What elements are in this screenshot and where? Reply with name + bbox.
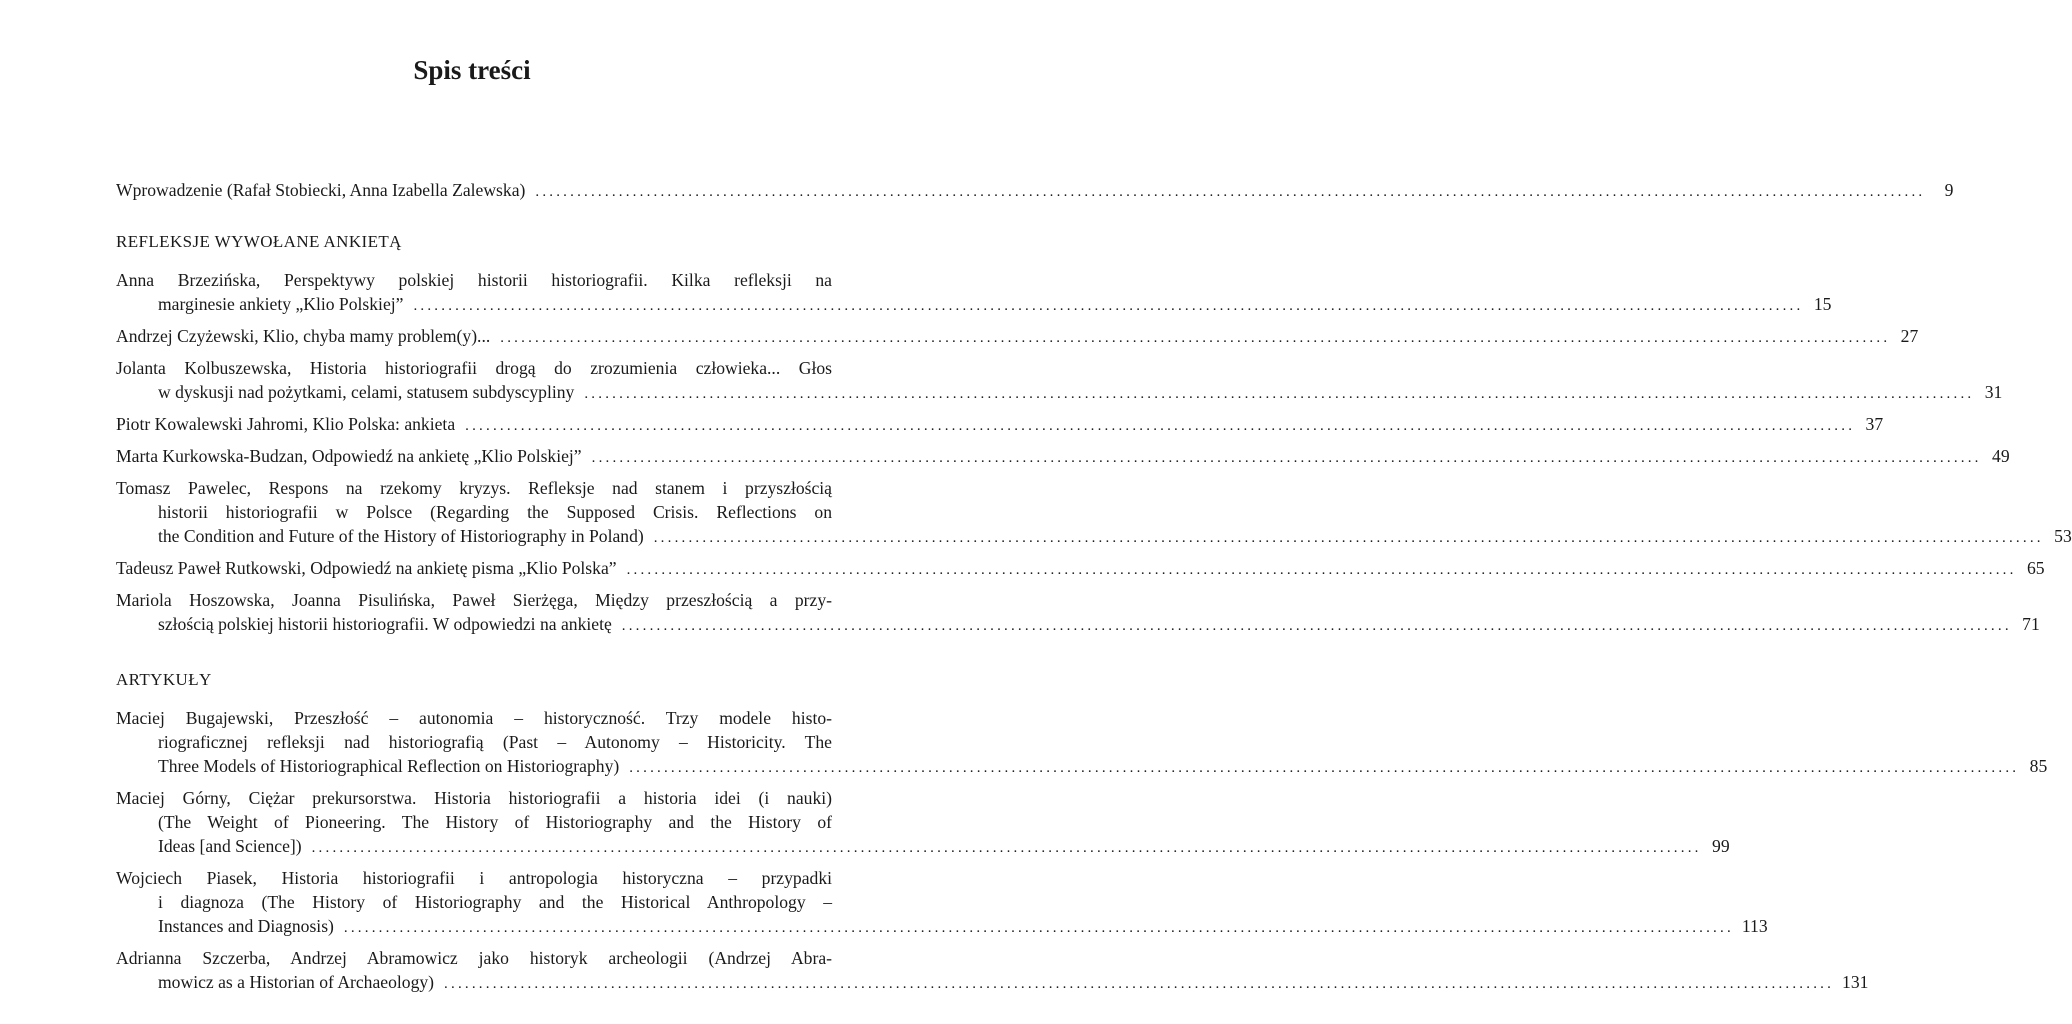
- toc-entry: [116, 476, 2072, 550]
- toc-entry: [116, 588, 2040, 638]
- toc-page-number: 71: [2022, 614, 2040, 634]
- toc-entry-line: [116, 292, 1832, 318]
- toc-page-number: 113: [1741, 916, 1768, 936]
- leader-dots: ........................................................................................................................................................................................................: [591, 450, 1982, 466]
- toc-entry: [116, 356, 2003, 406]
- toc-entry: [116, 412, 1884, 438]
- toc-entry-text: Andrzej Czyżewski, Klio, chyba mamy problem(y)...: [116, 326, 491, 346]
- toc-page-number: 65: [2026, 558, 2045, 578]
- leader-dots: ........................................................................................................................................................................................................: [465, 418, 1856, 434]
- toc-entry-text: w dyskusji nad pożytkami, celami, statusem subdyscypliny: [158, 382, 575, 402]
- toc-entry-line: [116, 356, 832, 380]
- section-heading: REFLEKSJE WYWOŁANE ANKIETĄ: [116, 232, 402, 251]
- toc-entry-line: [116, 970, 1869, 996]
- toc-entry-line: [116, 500, 832, 524]
- toc-entry-line: [116, 914, 1768, 940]
- toc-entry-line: [116, 754, 2048, 780]
- toc-entry-line: [116, 412, 1884, 438]
- toc-entry-line: [116, 730, 832, 754]
- toc-entry-line: [116, 556, 2045, 582]
- toc-page-number: 99: [1712, 836, 1730, 856]
- toc-entry-text: Piotr Kowalewski Jahromi, Klio Polska: ankieta: [116, 414, 456, 434]
- toc-page-number: 85: [2029, 756, 2048, 776]
- toc-entry-text: Wojciech Piasek, Historia historiografii i antropologia historyczna – przypadki: [116, 868, 832, 888]
- leader-dots: ........................................................................................................................................................................................................: [311, 840, 1702, 856]
- toc-entry-line: [116, 890, 832, 914]
- toc-entry-text: mowicz as a Historian of Archaeology): [158, 972, 435, 992]
- toc-entry-text: Maciej Górny, Ciężar prekursorstwa. Historia historiografii a historia idei (i nauki): [116, 788, 832, 808]
- toc-entry-intro: [116, 178, 1954, 204]
- toc-page-number: 53: [2054, 526, 2072, 546]
- leader-dots: ........................................................................................................................................................................................................: [535, 184, 1926, 200]
- toc-entry: [116, 268, 1832, 318]
- toc-entry-line: [116, 476, 832, 500]
- toc-entry: [116, 866, 1768, 940]
- toc-entry-line: [116, 588, 832, 612]
- toc-entry-line: [116, 444, 2010, 470]
- toc-entry-text: Marta Kurkowska-Budzan, Odpowiedź na ankietę „Klio Polskiej”: [116, 446, 582, 466]
- toc-page-number: 31: [1984, 382, 2003, 402]
- toc-entry-line: [116, 178, 1954, 204]
- toc-entry-text: (The Weight of Pioneering. The History of Historiography and the History of: [158, 812, 832, 832]
- toc-entry-text: Tomasz Pawelec, Respons na rzekomy kryzys. Refleksje nad stanem i przyszłością: [116, 478, 832, 498]
- toc-page-number: 9: [1944, 180, 1954, 200]
- toc-entry: [116, 946, 1869, 996]
- leader-dots: ........................................................................................................................................................................................................: [444, 976, 1835, 992]
- toc-entry-line: [116, 706, 832, 730]
- toc-entry-text: Instances and Diagnosis): [158, 916, 334, 936]
- page-title: Spis treści: [413, 55, 531, 85]
- toc-entry: [116, 706, 2048, 780]
- leader-dots: ........................................................................................................................................................................................................: [621, 618, 2012, 634]
- toc-entry-text: Anna Brzezińska, Perspektywy polskiej historii historiografii. Kilka refleksji na: [116, 270, 832, 290]
- toc-entry: [116, 556, 2045, 582]
- leader-dots: ........................................................................................................................................................................................................: [629, 760, 2020, 776]
- toc-entry-line: [116, 268, 832, 292]
- toc-entry-text: szłością polskiej historii historiografii. W odpowiedzi na ankietę: [158, 614, 612, 634]
- toc-entry-line: [116, 524, 2072, 550]
- leader-dots: ........................................................................................................................................................................................................: [626, 562, 2017, 578]
- toc-entry-line: [116, 324, 1919, 350]
- toc-entry-line: [116, 786, 832, 810]
- toc-entry: [116, 324, 1919, 350]
- toc-page-number: 37: [1865, 414, 1884, 434]
- toc-entry-text: riograficznej refleksji nad historiografią (Past – Autonomy – Historicity. The: [158, 732, 832, 752]
- toc-entry-line: [116, 834, 1730, 860]
- toc-entry-text: Mariola Hoszowska, Joanna Pisulińska, Paweł Sierżęga, Między przeszłością a przy-: [116, 590, 832, 610]
- leader-dots: ........................................................................................................................................................................................................: [584, 386, 1975, 402]
- leader-dots: ........................................................................................................................................................................................................: [413, 298, 1804, 314]
- toc-page-number: 15: [1813, 294, 1832, 314]
- toc-page-number: 49: [1992, 446, 2010, 466]
- toc-entry-line: [116, 946, 832, 970]
- toc-entry-text: i diagnoza (The History of Historiography and the Historical Anthropology –: [158, 892, 832, 912]
- toc-entry-text: Jolanta Kolbuszewska, Historia historiografii drogą do zrozumienia człowieka... Głos: [116, 358, 832, 378]
- toc-entry-text: Maciej Bugajewski, Przeszłość – autonomia – historyczność. Trzy modele histo-: [116, 708, 832, 728]
- toc-entry-text: marginesie ankiety „Klio Polskiej”: [158, 294, 404, 314]
- leader-dots: ........................................................................................................................................................................................................: [653, 530, 2044, 546]
- toc-entry-line: [116, 612, 2040, 638]
- toc-entry: [116, 786, 1730, 860]
- toc-entry-text: the Condition and Future of the History of Historiography in Poland): [158, 526, 644, 546]
- toc-entry-line: [116, 380, 2003, 406]
- toc-entry-text: Wprowadzenie (Rafał Stobiecki, Anna Izabella Zalewska): [116, 180, 526, 200]
- toc-entry: [116, 444, 2010, 470]
- toc-entry-text: Three Models of Historiographical Reflection on Historiography): [158, 756, 620, 776]
- section-heading: ARTYKUŁY: [116, 670, 212, 689]
- toc-entry-text: Tadeusz Paweł Rutkowski, Odpowiedź na ankietę pisma „Klio Polska”: [116, 558, 617, 578]
- toc-entry-text: historii historiografii w Polsce (Regarding the Supposed Crisis. Reflections on: [158, 502, 832, 522]
- leader-dots: ........................................................................................................................................................................................................: [500, 330, 1891, 346]
- toc-entry-text: Adrianna Szczerba, Andrzej Abramowicz jako historyk archeologii (Andrzej Abra-: [116, 948, 832, 968]
- toc-page-number: 27: [1900, 326, 1919, 346]
- toc-entry-text: Ideas [and Science]): [158, 836, 302, 856]
- table-of-contents: [116, 178, 2072, 1002]
- toc-entry-line: [116, 810, 832, 834]
- toc-page-number: 131: [1842, 972, 1869, 992]
- toc-entry-line: [116, 866, 832, 890]
- leader-dots: ........................................................................................................................................................................................................: [343, 920, 1734, 936]
